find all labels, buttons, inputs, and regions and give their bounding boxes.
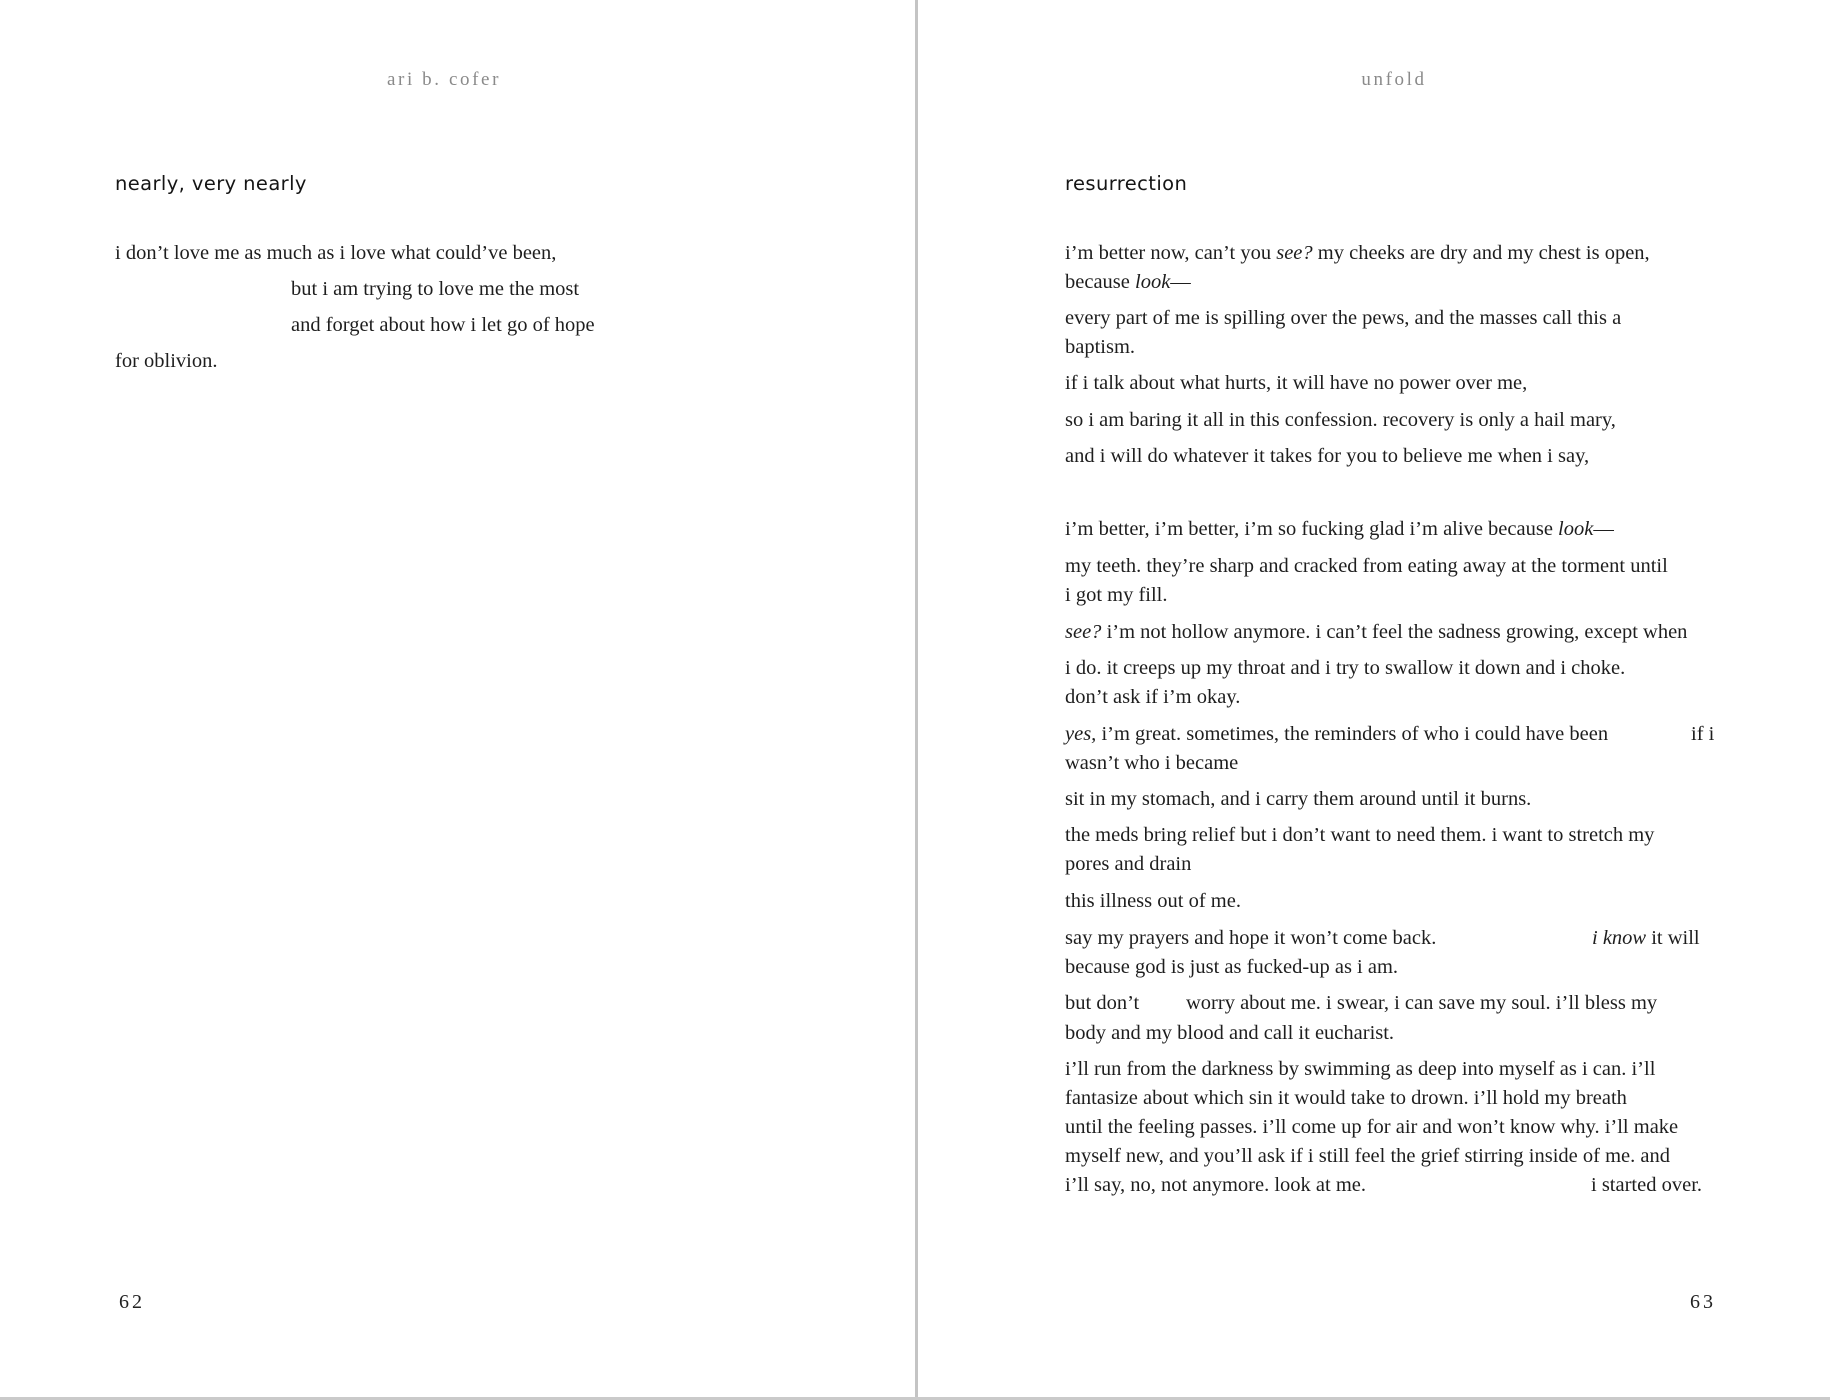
- poem-line: fantasize about which sin it would take to drown. i’ll hold my breath: [1065, 1087, 1627, 1109]
- line-segment: say my prayers and hope it won’t come back.: [1065, 927, 1437, 949]
- poem-line: my teeth. they’re sharp and cracked from eating away at the torment until: [1065, 555, 1668, 577]
- poem-line: i do. it creeps up my throat and i try to swallow it down and i choke.: [1065, 657, 1626, 679]
- poem-title: nearly, very nearly: [115, 172, 307, 195]
- poem-line: pores and drain: [1065, 853, 1192, 875]
- poem-line: i got my fill.: [1065, 584, 1168, 606]
- emphasis-text: look: [1558, 518, 1594, 540]
- emphasis-text: see?: [1276, 242, 1313, 264]
- poem-line: if i talk about what hurts, it will have no power over me,: [1065, 372, 1528, 394]
- poem-line: and i will do whatever it takes for you to believe me when i say,: [1065, 445, 1590, 467]
- poem-line: because god is just as fucked-up as i am.: [1065, 956, 1399, 978]
- emphasis-text: see?: [1065, 621, 1102, 643]
- line-segment: i’ll say, no, not anymore. look at me.: [1065, 1174, 1366, 1196]
- page-number: 62: [119, 1291, 145, 1313]
- emphasis-text: look: [1135, 271, 1171, 293]
- poem-line: so i am baring it all in this confession. recovery is only a hail mary,: [1065, 409, 1616, 431]
- line-text: i’m better, i’m better, i’m so fucking glad i’m alive because: [1065, 518, 1559, 540]
- poem-line: sit in my stomach, and i carry them around until it burns.: [1065, 788, 1532, 810]
- poem-line: [1065, 240, 1650, 266]
- running-head-author: ari b. cofer: [386, 69, 501, 90]
- poem-line: [1065, 516, 1614, 542]
- poem-line: this illness out of me.: [1065, 890, 1241, 912]
- line-segment: but don’t: [1065, 992, 1140, 1014]
- line-text: because: [1065, 271, 1135, 293]
- line-segment-right: i started over.: [1591, 1174, 1703, 1196]
- line-text: i’m better now, can’t you: [1065, 242, 1277, 264]
- book-spine-divider: [915, 0, 918, 1400]
- line-text: i’m not hollow anymore. i can’t feel the sadness growing, except when: [1101, 621, 1688, 643]
- poem-line: body and my blood and call it eucharist.: [1065, 1022, 1395, 1044]
- line-text: my cheeks are dry and my chest is open,: [1312, 242, 1650, 264]
- poem-line: [1065, 619, 1687, 645]
- poem-line: for oblivion.: [115, 350, 218, 372]
- left-page: [0, 0, 915, 1397]
- poem-line: baptism.: [1065, 336, 1136, 358]
- poem-line: the meds bring relief but i don’t want to need them. i want to stretch my: [1065, 824, 1655, 846]
- emphasis-text: i know: [1592, 927, 1647, 949]
- poem-title: resurrection: [1065, 172, 1188, 195]
- emphasis-text: yes,: [1065, 723, 1097, 745]
- poem-line: wasn’t who i became: [1065, 752, 1239, 774]
- em-dash: —: [1170, 271, 1191, 293]
- poem-line-indented: and forget about how i let go of hope: [291, 314, 595, 336]
- line-segment-right: worry about me. i swear, i can save my soul. i’ll bless my: [1186, 992, 1658, 1014]
- poem-line: myself new, and you’ll ask if i still feel the grief stirring inside of me. and: [1065, 1145, 1670, 1167]
- poem-line: until the feeling passes. i’ll come up for air and won’t know why. i’ll make: [1065, 1116, 1679, 1138]
- poem-line: i’ll run from the darkness by swimming as deep into myself as i can. i’ll: [1065, 1058, 1656, 1080]
- page-number: 63: [1690, 1291, 1716, 1313]
- running-head-book-title: unfold: [1361, 69, 1427, 90]
- poem-line: i don’t love me as much as i love what could’ve been,: [115, 242, 557, 264]
- right-page: [918, 0, 1830, 1397]
- poem-line: [1065, 269, 1191, 295]
- em-dash: —: [1593, 518, 1614, 540]
- poem-line: every part of me is spilling over the pews, and the masses call this a: [1065, 307, 1622, 329]
- line-text: i’m great. sometimes, the reminders of who i could have been: [1096, 723, 1609, 745]
- line-segment-right: if i: [1691, 723, 1715, 745]
- line-text: it will: [1646, 927, 1700, 949]
- poem-line: don’t ask if i’m okay.: [1065, 686, 1241, 708]
- line-segment: [1065, 721, 1608, 747]
- poem-line-indented: but i am trying to love me the most: [291, 278, 580, 300]
- line-segment-right: [1592, 925, 1700, 951]
